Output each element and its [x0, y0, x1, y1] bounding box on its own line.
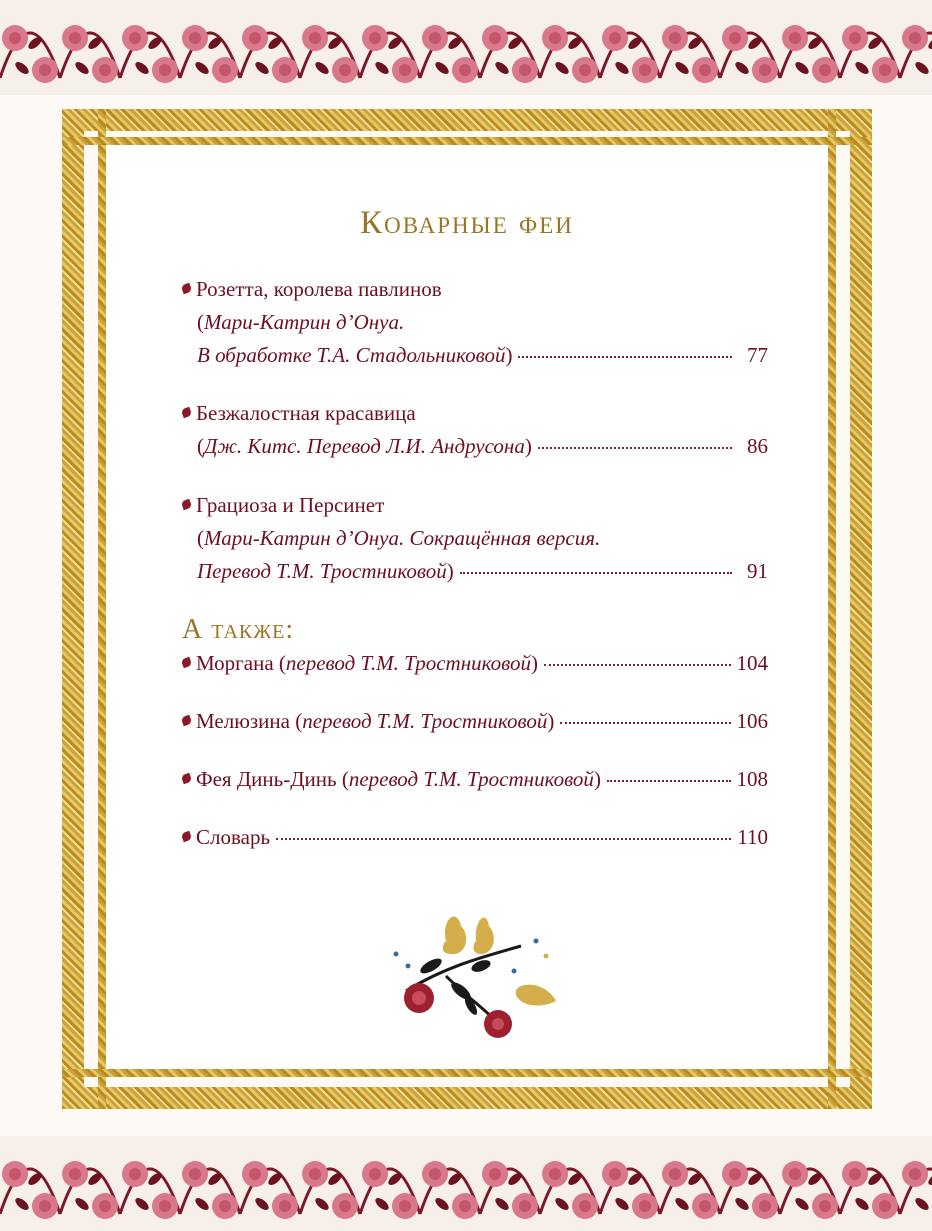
page-number: 110 — [737, 825, 768, 849]
page-number: 77 — [747, 343, 768, 367]
page-number: 86 — [747, 434, 768, 458]
toc-entry-rozetta[interactable]: Розетта, королева павлинов (Мари-Катрин д’Онуа. В обработке Т.А. Стадольниковой) 77 — [182, 273, 768, 372]
entry-title: Грациоза и Персинет — [196, 493, 385, 517]
fleuron-bullet-icon — [181, 831, 193, 843]
page-number: 106 — [736, 709, 768, 733]
fleuron-bullet-icon — [181, 499, 193, 511]
entry-source: Мари-Катрин д’Онуа. Сокращённая версия. — [204, 526, 601, 550]
entry-source: Дж. Китс. Перевод Л.И. Андрусона — [204, 434, 525, 458]
toc-entry-melyuzina[interactable]: Мелюзина (перевод Т.М. Тростниковой) 106 — [182, 705, 768, 738]
entry-title: Розетта, королева павлинов — [196, 277, 442, 301]
dot-leader — [460, 571, 732, 574]
entry-source-continued: В обработке Т.А. Стадольниковой — [197, 343, 506, 367]
dot-leader — [544, 663, 730, 666]
entry-title: Фея Динь-Динь — [196, 767, 337, 791]
dot-leader — [276, 837, 731, 840]
dot-leader — [560, 721, 730, 724]
dot-leader — [518, 355, 732, 358]
rose-border-top — [0, 0, 932, 95]
page-number: 108 — [736, 767, 768, 791]
entry-translator: перевод Т.М. Тростниковой — [285, 651, 532, 675]
entry-source: Мари-Катрин д’Онуа. — [204, 310, 405, 334]
entry-title: Мелюзина — [196, 709, 290, 733]
page-number: 91 — [747, 559, 768, 583]
toc-entry-gratsioza[interactable]: Грациоза и Персинет (Мари-Катрин д’Онуа. Сокращённая версия. Перевод Т.М. Тростниковой) 91 — [182, 489, 768, 588]
entry-title: Моргана — [196, 651, 274, 675]
fleuron-bullet-icon — [181, 657, 193, 669]
rose-and-pears-ornament-icon — [386, 896, 576, 1046]
fleuron-bullet-icon — [181, 283, 193, 295]
rose-border-bottom — [0, 1136, 932, 1231]
also-heading: А также: — [182, 614, 295, 645]
entry-translator: перевод Т.М. Тростниковой — [302, 709, 548, 733]
page-number: 104 — [736, 651, 768, 675]
entry-title: Словарь — [196, 825, 271, 849]
entry-title: Безжалостная красавица — [196, 401, 416, 425]
fleuron-bullet-icon — [181, 715, 193, 727]
page-title: Коварные феи — [360, 205, 574, 241]
entry-translator: перевод Т.М. Тростниковой — [348, 767, 594, 791]
toc-entry-morgana[interactable]: Моргана (перевод Т.М. Тростниковой) 104 — [182, 647, 768, 680]
fleuron-bullet-icon — [181, 407, 193, 419]
toc-entry-bezzhalostnaya[interactable]: Безжалостная красавица (Дж. Китс. Перевод Л.И. Андрусона) 86 — [182, 397, 768, 463]
entry-source-continued: Перевод Т.М. Тростниковой — [197, 559, 447, 583]
toc-entry-feya-din-din[interactable]: Фея Динь-Динь (перевод Т.М. Тростниковой) 108 — [182, 763, 768, 796]
dot-leader — [538, 446, 732, 449]
toc-entry-slovar[interactable] — [182, 821, 768, 854]
dot-leader — [607, 779, 731, 782]
fleuron-bullet-icon — [181, 773, 193, 785]
